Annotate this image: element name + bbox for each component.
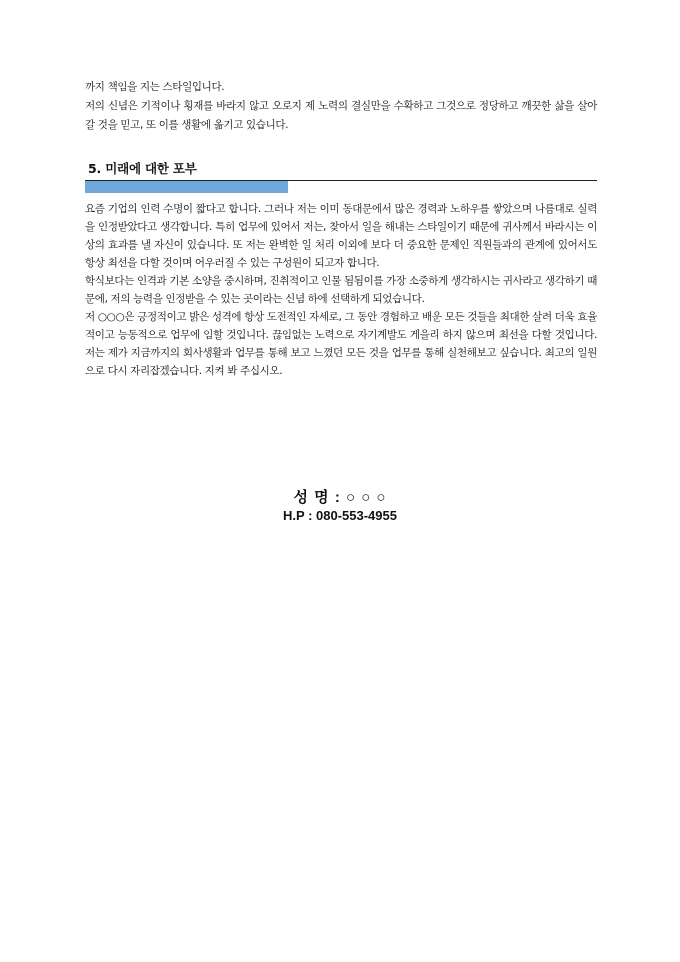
signature-name: 성 명 : ○ ○ ○ bbox=[293, 489, 387, 506]
signature-phone: H.P : 080-553-4955 bbox=[283, 508, 397, 523]
section-body-text bbox=[85, 200, 597, 380]
body-paragraph: 저 ○○○은 긍정적이고 밝은 성격에 항상 도전적인 자세로, 그 동안 경험하고 배운 모든 것들을 최대한 살려 더욱 효율적이고 능동적으로 업무에 임할 것입니다. 끊임없는 노력으로 자기계발도 게을리 하지 않으며 최선을 다할 것입니다. 저는 제가 지금까지의 회사생활과 업무를 통해 보고 느꼈던 모든 것을 업무를 통해 실천해보고 싶습니다. 최고의 일원으로 다시 자리잡겠습니다. 지켜 봐 주십시오. bbox=[85, 311, 597, 377]
section-header bbox=[85, 161, 597, 193]
section-title: 5. 미래에 대한 포부 bbox=[88, 161, 197, 176]
intro-text-block bbox=[85, 78, 597, 135]
intro-paragraph: 저의 신념은 기적이나 횡재를 바라지 않고 오로지 제 노력의 결실만을 수확하고 그것으로 정당하고 깨끗한 삶을 살아갈 것을 믿고, 또 이를 생활에 옮기고 있습니다. bbox=[85, 100, 597, 131]
intro-paragraph: 까지 책임을 지는 스타일입니다. bbox=[85, 81, 225, 93]
section-accent-bar bbox=[85, 181, 288, 193]
body-paragraph: 요즘 기업의 인력 수명이 짧다고 합니다. 그러나 저는 이미 동대문에서 많은 경력과 노하우를 쌓았으며 나름대로 실력을 인정받았다고 생각합니다. 특히 업무에 있어서 저는, 찾아서 일을 해내는 스타일이기 때문에 귀사께서 바라시는 이상의 효과를 낼 자신이 있습니다. 또 저는 완벽한 일 처리 이외에 보다 더 중요한 문제인 직원들과의 관계에 있어서도 항상 최선을 다할 것이며 어우러질 수 있는 구성원이 되고자 합니다. bbox=[85, 203, 597, 269]
body-paragraph: 학식보다는 인격과 기본 소양을 중시하며, 진취적이고 인물 됨됨이를 가장 소중하게 생각하시는 귀사라고 생각하기 때문에, 저의 능력을 인정받을 수 있는 곳이라는 신념 하에 선택하게 되었습니다. bbox=[85, 275, 597, 305]
